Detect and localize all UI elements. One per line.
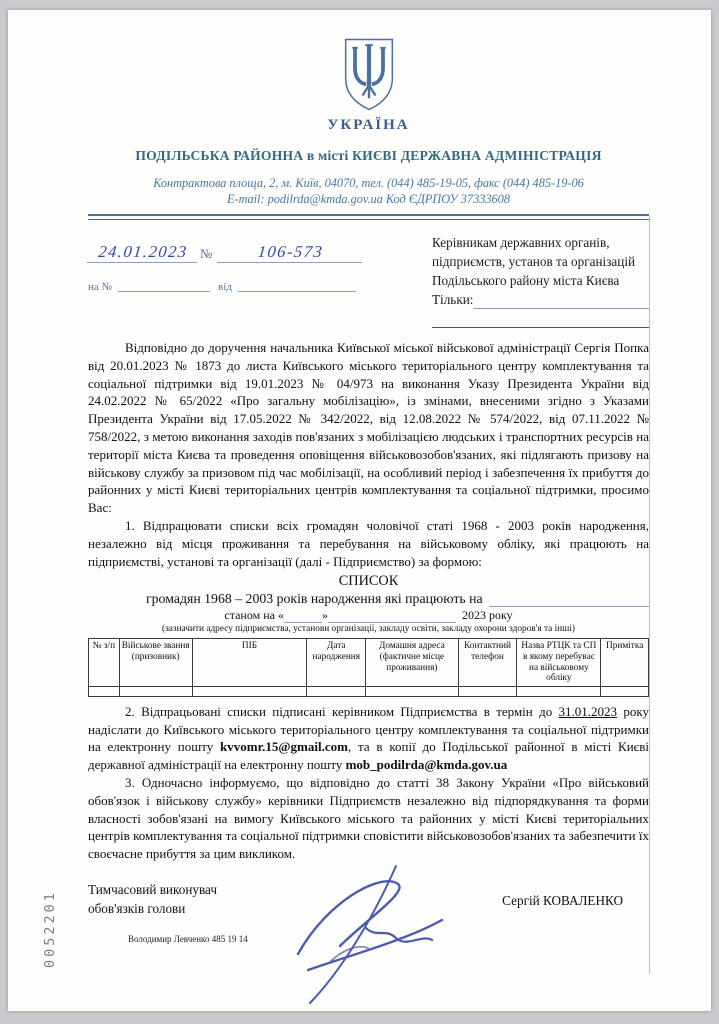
paragraph-item-3: 3. Одночасно інформуємо, що відповідно до статті 38 Закону України «Про військовий обов'язок і військову службу» керівники Підприємств незалежно від підпорядкування та форми власності зобов'язані на вимогу Київського міського та районних у місті Києві територіальних центрів комплектування та соціальної підтримки сповістити військовозобов'язаних та забезпечити їх своєчасне прибуття за цим викликом. bbox=[88, 774, 649, 862]
number-sign: № bbox=[200, 246, 213, 261]
only-blank-second-line bbox=[432, 326, 649, 328]
roster-empty-row bbox=[89, 686, 649, 696]
year-label: 2023 року bbox=[461, 608, 513, 623]
list-subtitle-line bbox=[88, 591, 649, 607]
col-header-rank: Військове звання (призовник) bbox=[119, 639, 192, 686]
col-header-index: № з/п bbox=[89, 639, 120, 686]
col-header-name: ПІБ bbox=[192, 639, 307, 686]
recipient-line: підприємств, установ та організацій bbox=[432, 254, 636, 269]
reference-recipient-row bbox=[88, 233, 649, 328]
recipient-line: Подільського району міста Києва bbox=[432, 273, 620, 288]
address-line: Контрактова площа, 2, м. Київ, 04070, тел. (044) 485-19-05, факс (044) 485-19-06 bbox=[153, 176, 584, 190]
recipient-line: Керівникам державних органів, bbox=[432, 235, 610, 250]
p2-email-podilrda: mob_podilrda@kmda.gov.ua bbox=[345, 757, 508, 773]
p2-mid2: , та в копії до Подільської районної в місті Києві державної адміністрації на електронну пошту bbox=[88, 739, 649, 773]
month-blank bbox=[328, 609, 456, 623]
contact-block bbox=[88, 175, 649, 207]
incoming-reference-line bbox=[88, 279, 418, 293]
handwritten-date: 24.01.2023 bbox=[87, 242, 199, 263]
only-label: Тільки: bbox=[432, 292, 474, 307]
p2-lead: 2. Відпрацьовані списки підписані керівником Підприємства в термін до bbox=[125, 703, 559, 719]
from-date-blank bbox=[238, 279, 356, 292]
quote-close: » bbox=[321, 608, 328, 623]
executor-contact: Володимир Левченко 485 19 14 bbox=[128, 933, 248, 944]
header-divider bbox=[88, 214, 649, 220]
reference-block bbox=[88, 233, 418, 328]
signer-role bbox=[88, 880, 217, 918]
as-of-label: станом на « bbox=[224, 608, 284, 623]
organization-name: ПОДІЛЬСЬКА РАЙОННА в місті КИЄВІ ДЕРЖАВНА АДМІНІСТРАЦІЯ bbox=[135, 148, 602, 163]
list-date-line bbox=[88, 608, 649, 623]
email-line: E-mail: podilrda@kmda.gov.ua Код ЄДРПОУ 37333608 bbox=[227, 192, 510, 206]
country-title: УКРАЇНА bbox=[327, 117, 410, 133]
col-header-birthdate: Дата народження bbox=[307, 639, 366, 686]
document-page bbox=[8, 10, 711, 1011]
outgoing-number-line bbox=[88, 233, 418, 263]
list-title: СПИСОК bbox=[338, 573, 399, 590]
paragraph-intro: Відповідно до доручення начальника Київської міської військової адміністрації Сергія Попка від 20.01.2023 № 1873 до листа Київського міського територіального центру комплектування та соціальної підтримки від 19.01.2023 № 04/973 на виконання Указу Президента України від 24.02.2022 № 65/2022 «Про загальну мобілізацію», із змінами, внесеними згідно з Указами Президента України від 17.05.2022 № 342/2022, від 12.08.2022 № 574/2022, від 07.11.2022 № 758/2022, з метою виконання заходів пов'язаних з мобілізацією людських і транспортних ресурсів на території міста Києва та проведення оповіщення військовозобов'язаних, які підлягають призову на військову службу за призовом під час мобілізації, на особливий період і забезпечення їх прибуття до районних у місті Києві територіальних центрів комплектування та соціальної підтримки, просимо Вас: bbox=[88, 340, 649, 516]
signer-name: Сергій КОВАЛЕНКО bbox=[502, 892, 623, 908]
list-subtitle-text: громадян 1968 – 2003 років народження які працюють на bbox=[146, 591, 483, 607]
signer-role-line1: Тимчасовий виконувач bbox=[88, 881, 217, 897]
list-note: (зазначити адресу підприємства, установи організації, закладу освіти, закладу охорони здоров'я та інші) bbox=[162, 624, 575, 635]
col-header-note: Примітка bbox=[601, 639, 649, 686]
company-name-blank bbox=[489, 591, 649, 607]
roster-table bbox=[88, 638, 649, 696]
col-header-rtck: Назва РТЦК та СП в якому перебуває на військовому обліку bbox=[517, 639, 601, 686]
ukraine-trident-emblem-icon bbox=[341, 36, 397, 112]
paragraph-item-2 bbox=[88, 703, 649, 774]
only-blank bbox=[473, 294, 649, 309]
signature-block bbox=[88, 880, 649, 918]
p2-email-kmtck: kvvomr.15@gmail.com bbox=[220, 739, 348, 755]
day-blank bbox=[284, 609, 322, 623]
p2-mid1: року надіслати до Київського міського територіального центру комплектування та соціальної підтримки на електронну пошту bbox=[88, 703, 649, 755]
roster-header-row bbox=[89, 639, 649, 686]
paragraph-item-1: 1. Відпрацювати списки всіх громадян чоловічої статі 1968 - 2003 років народження, незалежно від місця проживання та перебування на військовому обліку, які працюють на підприємстві, установі та організації (далі - Підприємство) за формою: bbox=[88, 517, 649, 569]
recipient-block bbox=[418, 233, 649, 328]
col-header-address: Домашня адреса (фактичне місце проживання) bbox=[366, 639, 458, 686]
scan-side-number: 0052201 bbox=[42, 890, 58, 968]
handwritten-number: 106-573 bbox=[217, 242, 364, 263]
p2-deadline: 31.01.2023 bbox=[558, 703, 618, 719]
only-line bbox=[432, 290, 649, 309]
scan-edge-artifact bbox=[649, 216, 650, 974]
on-number-label: на № bbox=[88, 281, 113, 293]
col-header-phone: Контактний телефон bbox=[458, 639, 517, 686]
from-label: від bbox=[218, 281, 232, 293]
signer-role-line2: обов'язків голови bbox=[88, 900, 186, 916]
on-number-blank bbox=[118, 279, 210, 292]
